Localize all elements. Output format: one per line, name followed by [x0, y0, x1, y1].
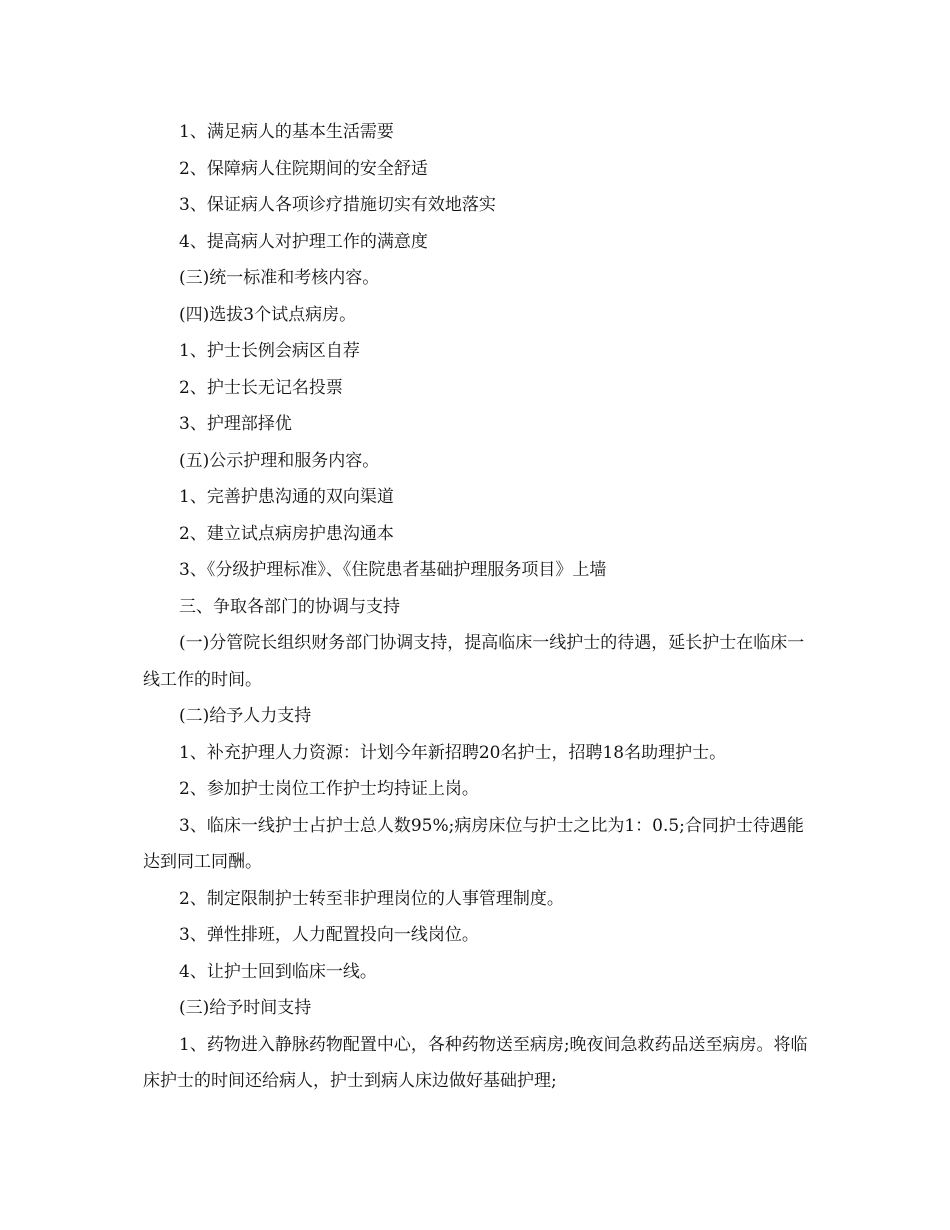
paragraph: 1、药物进入静脉药物配置中心，各种药物送至病房;晚夜间急救药品送至病房。将临床护士的时间还给病人，护士到病人床边做好基础护理; — [143, 1034, 808, 1091]
paragraph: 3、保证病人各项诊疗措施切实有效地落实 — [179, 195, 496, 215]
paragraph: (四)选拔3个试点病房。 — [179, 304, 357, 325]
paragraph: (三)给予时间支持 — [179, 998, 312, 1018]
paragraph: 2、护士长无记名投票 — [179, 377, 343, 398]
paragraph: (一)分管院长组织财务部门协调支持，提高临床一线护士的待遇，延长护士在临床一线工作的时间。 — [143, 633, 805, 690]
paragraph: 3、《分级护理标准》、《住院患者基础护理服务项目》上墙 — [179, 560, 607, 580]
paragraph: (三)统一标准和考核内容。 — [179, 268, 380, 288]
paragraph: 4、提高病人对护理工作的满意度 — [179, 231, 428, 252]
document-body — [143, 114, 808, 1100]
paragraph: 3、护理部择优 — [179, 414, 292, 434]
paragraph: 4、让护士回到临床一线。 — [179, 961, 377, 982]
paragraph: 1、护士长例会病区自荐 — [179, 341, 360, 361]
paragraph: 3、弹性排班，人力配置投向一线岗位。 — [179, 925, 479, 945]
section-heading: 三、争取各部门的协调与支持 — [179, 596, 400, 617]
paragraph: 2、保障病人住院期间的安全舒适 — [179, 158, 428, 179]
paragraph: (五)公示护理和服务内容。 — [179, 450, 380, 471]
paragraph: 1、补充护理人力资源：计划今年新招聘20名护士，招聘18名助理护士。 — [179, 742, 727, 763]
paragraph: 2、参加护士岗位工作护士均持证上岗。 — [179, 779, 479, 799]
paragraph: 1、满足病人的基本生活需要 — [179, 122, 394, 142]
paragraph: 2、建立试点病房护患沟通本 — [179, 523, 394, 544]
paragraph: 3、临床一线护士占护士总人数95%;病房床位与护士之比为1：0.5;合同护士待遇能达到同工同酬。 — [143, 815, 804, 872]
paragraph: 1、完善护患沟通的双向渠道 — [179, 487, 394, 507]
paragraph: 2、制定限制护士转至非护理岗位的人事管理制度。 — [179, 888, 564, 909]
paragraph: (二)给予人力支持 — [179, 706, 312, 726]
